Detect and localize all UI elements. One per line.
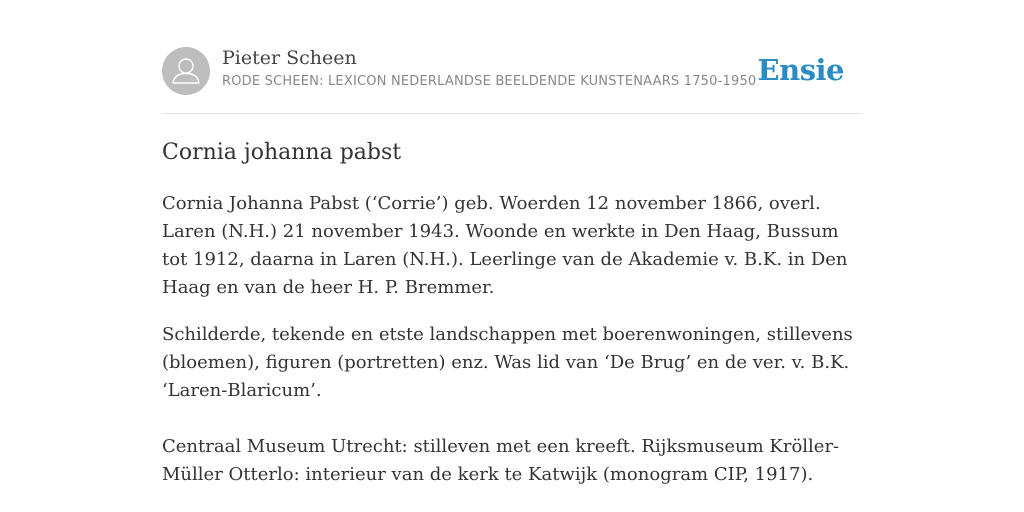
avatar[interactable] <box>162 47 210 95</box>
brand-logo[interactable]: Ensie <box>757 53 844 87</box>
article-header <box>162 46 862 96</box>
source-publication[interactable]: RODE SCHEEN: LEXICON NEDERLANDSE BEELDENDE KUNSTENAARS 1750-1950 <box>222 74 757 89</box>
article-paragraph: Schilderde, tekende en etste landschappen met boerenwoningen, stillevens (bloemen), figuren (portretten) enz. Was lid van ‘De Brug’ en de ver. v. B.K. ‘Laren-Blaricum’. <box>162 324 853 401</box>
author-name[interactable]: Pieter Scheen <box>222 47 357 69</box>
page <box>162 0 862 512</box>
article-paragraph: Centraal Museum Utrecht: stilleven met een kreeft. Rijksmuseum Kröller-Müller Otterlo: interieur van de kerk te Katwijk (monogram CIP, 1917). <box>162 436 840 485</box>
article-body <box>162 190 862 489</box>
article-paragraph: Cornia Johanna Pabst (‘Corrie’) geb. Woerden 12 november 1866, overl. Laren (N.H.) 21 november 1943. Woonde en werkte in Den Haag, Bussum tot 1912, daarna in Laren (N.H.). Leerlinge van de Akademie v. B.K. in Den Haag en van de heer H. P. Bremmer. <box>162 193 848 298</box>
page-title: Cornia johanna pabst <box>162 140 402 165</box>
user-silhouette-icon <box>162 47 210 95</box>
header-divider <box>162 113 862 114</box>
